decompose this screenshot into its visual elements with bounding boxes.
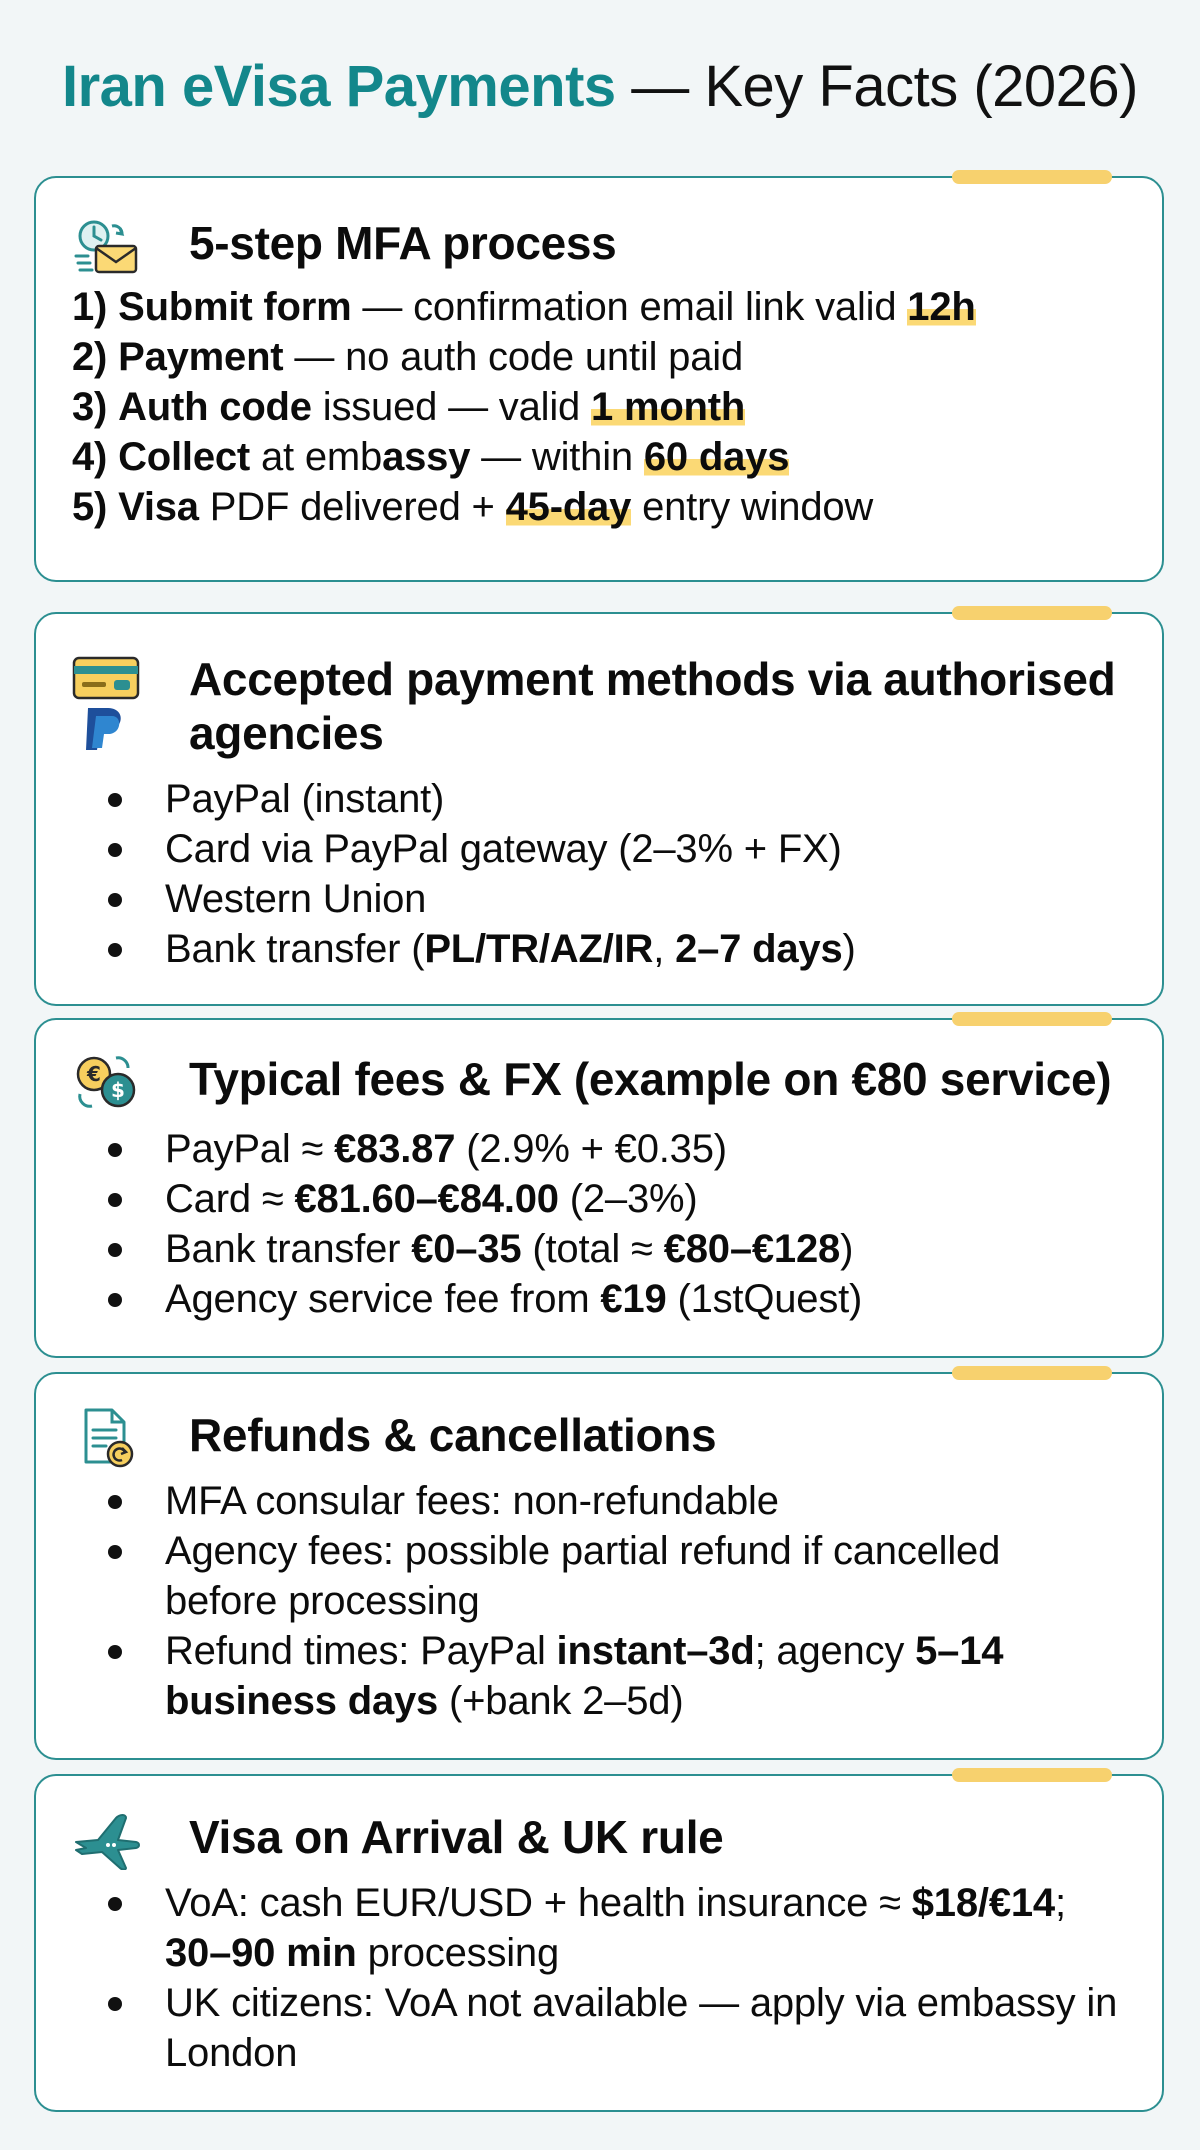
fees-list — [72, 1124, 1122, 1324]
visa-on-arrival-card — [34, 1774, 1164, 2112]
item-text: (+bank 2–5d) — [438, 1679, 684, 1723]
step-title: Submit form — [118, 285, 352, 329]
list-item — [72, 282, 1122, 332]
item-text: (total ≈ — [521, 1227, 664, 1271]
step-highlight: 12h — [907, 285, 976, 329]
list-item: UK citizens: VoA not available — apply via embassy in London — [72, 1978, 1122, 2078]
list-item: Western Union — [72, 874, 1122, 924]
card-header — [72, 1408, 1132, 1468]
list-item — [72, 1878, 1122, 1978]
step-text: — confirmation email link valid — [351, 285, 908, 329]
step-title: Payment — [118, 335, 284, 379]
item-text: (2.9% + €0.35) — [455, 1127, 727, 1171]
document-refund-icon — [72, 1408, 142, 1468]
list-item — [72, 432, 1122, 482]
list-item — [72, 482, 1122, 532]
item-text: Agency service fee from — [165, 1277, 601, 1321]
card-header — [72, 1052, 1132, 1112]
clock-envelope-icon — [72, 216, 142, 276]
item-text: processing — [356, 1931, 560, 1975]
card-heading: Typical fees & FX (example on €80 service) — [189, 1053, 1112, 1105]
card-header — [72, 216, 1132, 276]
list-item — [72, 1224, 1122, 1274]
card-header — [72, 1810, 1132, 1870]
item-text: Bank transfer ( — [165, 927, 425, 971]
item-bold: €81.60–€84.00 — [294, 1177, 559, 1221]
item-text: ; agency — [754, 1629, 916, 1673]
title-rest: — Key Facts (2026) — [615, 54, 1138, 119]
step-highlight: 60 days — [643, 435, 790, 479]
refunds-card — [34, 1372, 1164, 1760]
item-text: (1stQuest) — [666, 1277, 863, 1321]
methods-list — [72, 774, 1122, 974]
mfa-process-card — [34, 176, 1164, 582]
card-tab — [952, 606, 1112, 620]
step-title: Collect — [118, 435, 251, 479]
step-number: 1) — [72, 285, 108, 329]
list-item: PayPal (instant) — [72, 774, 1122, 824]
step-text: PDF delivered + — [198, 485, 506, 529]
card-heading: Accepted payment methods via authorised agencies — [189, 653, 1116, 759]
voa-list — [72, 1878, 1122, 2078]
step-title: Visa — [118, 485, 199, 529]
fees-card — [34, 1018, 1164, 1358]
item-bold: €83.87 — [334, 1127, 456, 1171]
item-text: ) — [840, 1227, 854, 1271]
card-tab — [952, 1768, 1112, 1782]
step-text: at emb — [250, 435, 383, 479]
step-bold: assy — [382, 435, 471, 479]
step-number: 2) — [72, 335, 108, 379]
item-bold: PL/TR/AZ/IR — [424, 927, 654, 971]
list-item: Agency fees: possible partial refund if cancelled before processing — [72, 1526, 1122, 1626]
card-heading: Refunds & cancellations — [189, 1409, 717, 1461]
airplane-icon — [72, 1810, 142, 1870]
payment-methods-card — [34, 612, 1164, 1006]
list-item: Card via PayPal gateway (2–3% + FX) — [72, 824, 1122, 874]
card-tab — [952, 1366, 1112, 1380]
card-header — [72, 652, 1132, 762]
step-text: entry window — [631, 485, 874, 529]
step-number: 5) — [72, 485, 108, 529]
item-text: Card ≈ — [165, 1177, 295, 1221]
currency-exchange-icon — [72, 1052, 142, 1112]
page-title — [0, 52, 1200, 122]
item-bold: €0–35 — [411, 1227, 522, 1271]
credit-card-paypal-icon — [72, 652, 142, 762]
step-number: 4) — [72, 435, 108, 479]
step-text: issued — valid — [311, 385, 591, 429]
title-highlight: Iran eVisa Payments — [61, 54, 616, 119]
item-text: Refund times: PayPal — [165, 1629, 557, 1673]
svg-text:$: $ — [111, 1078, 125, 1102]
step-highlight: 1 month — [591, 385, 746, 429]
card-heading: 5-step MFA process — [189, 217, 617, 269]
card-tab — [952, 1012, 1112, 1026]
step-number: 3) — [72, 385, 108, 429]
svg-text:€: € — [87, 1062, 101, 1086]
item-bold: 2–7 days — [675, 927, 843, 971]
list-item — [72, 1626, 1122, 1726]
steps-list — [72, 282, 1122, 532]
list-item — [72, 1124, 1122, 1174]
item-text: VoA: cash EUR/USD + health insurance ≈ — [165, 1881, 912, 1925]
item-text: PayPal ≈ — [165, 1127, 335, 1171]
item-text: (2–3%) — [558, 1177, 698, 1221]
item-bold: €19 — [600, 1277, 667, 1321]
step-title: Auth code — [118, 385, 312, 429]
item-bold: instant–3d — [556, 1629, 755, 1673]
item-text: ) — [842, 927, 856, 971]
item-text: Bank transfer — [165, 1227, 412, 1271]
card-tab — [952, 170, 1112, 184]
list-item — [72, 382, 1122, 432]
card-heading: Visa on Arrival & UK rule — [189, 1811, 724, 1863]
list-item — [72, 332, 1122, 382]
list-item: MFA consular fees: non-refundable — [72, 1476, 1122, 1526]
refunds-list — [72, 1476, 1122, 1726]
list-item — [72, 1274, 1122, 1324]
item-bold: 5–14 business days — [165, 1629, 1004, 1723]
item-bold: $18/€14 — [911, 1881, 1055, 1925]
item-text: , — [653, 927, 676, 971]
step-text: — within — [470, 435, 644, 479]
step-highlight: 45-day — [505, 485, 632, 529]
item-text: ; — [1054, 1881, 1066, 1925]
list-item — [72, 1174, 1122, 1224]
list-item — [72, 924, 1122, 974]
step-text: — no auth code until paid — [283, 335, 744, 379]
item-bold: €80–€128 — [663, 1227, 841, 1271]
item-bold: 30–90 min — [165, 1931, 357, 1975]
